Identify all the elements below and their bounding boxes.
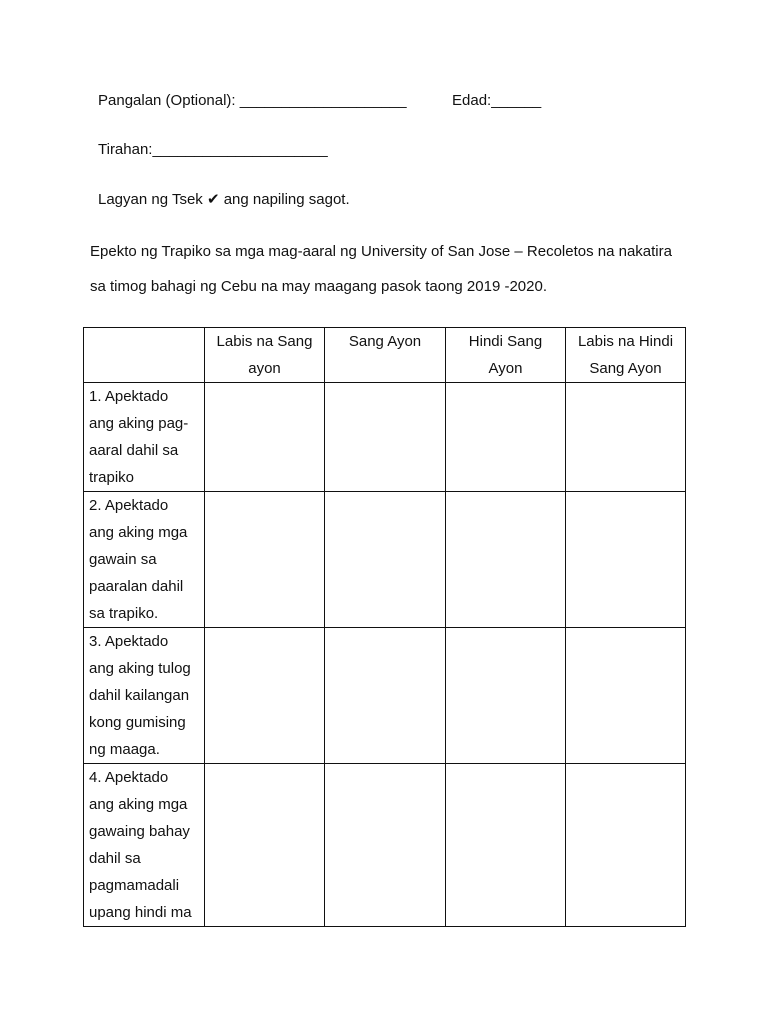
answer-cell-agree[interactable]: [325, 383, 446, 492]
name-field-label: Pangalan (Optional): ____________________: [98, 92, 407, 109]
answer-cell-strongly-disagree[interactable]: [566, 628, 686, 764]
table-row: [84, 383, 686, 492]
answer-cell-agree[interactable]: [325, 764, 446, 927]
table-header-row: [84, 328, 686, 383]
answer-cell-disagree[interactable]: [446, 628, 566, 764]
answer-cell-disagree[interactable]: [446, 764, 566, 927]
answer-cell-disagree[interactable]: [446, 383, 566, 492]
answer-cell-strongly-disagree[interactable]: [566, 764, 686, 927]
answer-cell-disagree[interactable]: [446, 492, 566, 628]
survey-table: [83, 327, 686, 927]
statement-cell: 2. Apektado ang aking mga gawain sa paaralan dahil sa trapiko.: [84, 492, 205, 628]
answer-cell-agree[interactable]: [325, 492, 446, 628]
header-cell-strongly-disagree: Labis na Hindi Sang Ayon: [566, 328, 686, 383]
header-cell-blank: [84, 328, 205, 383]
address-field-label: Tirahan:_____________________: [98, 141, 328, 158]
header-cell-strongly-agree: Labis na Sang ayon: [205, 328, 325, 383]
survey-title-line-1: Epekto ng Trapiko sa mga mag-aaral ng University of San Jose – Recoletos na nakatira: [90, 243, 672, 260]
table-row: [84, 628, 686, 764]
table-row: [84, 764, 686, 927]
answer-cell-agree[interactable]: [325, 628, 446, 764]
instruction-text: Lagyan ng Tsek ✔ ang napiling sagot.: [98, 191, 350, 208]
header-cell-agree: Sang Ayon: [325, 328, 446, 383]
table-row: [84, 492, 686, 628]
answer-cell-strongly-agree[interactable]: [205, 764, 325, 927]
answer-cell-strongly-agree[interactable]: [205, 492, 325, 628]
answer-cell-strongly-agree[interactable]: [205, 628, 325, 764]
survey-title-line-2: sa timog bahagi ng Cebu na may maagang pasok taong 2019 -2020.: [90, 278, 547, 295]
answer-cell-strongly-disagree[interactable]: [566, 383, 686, 492]
header-cell-disagree: Hindi Sang Ayon: [446, 328, 566, 383]
statement-cell: 1. Apektado ang aking pag- aaral dahil sa trapiko: [84, 383, 205, 492]
statement-cell: 3. Apektado ang aking tulog dahil kailangan kong gumising ng maaga.: [84, 628, 205, 764]
answer-cell-strongly-agree[interactable]: [205, 383, 325, 492]
statement-cell: 4. Apektado ang aking mga gawaing bahay dahil sa pagmamadali upang hindi ma: [84, 764, 205, 927]
age-field-label: Edad:______: [452, 92, 542, 109]
answer-cell-strongly-disagree[interactable]: [566, 492, 686, 628]
